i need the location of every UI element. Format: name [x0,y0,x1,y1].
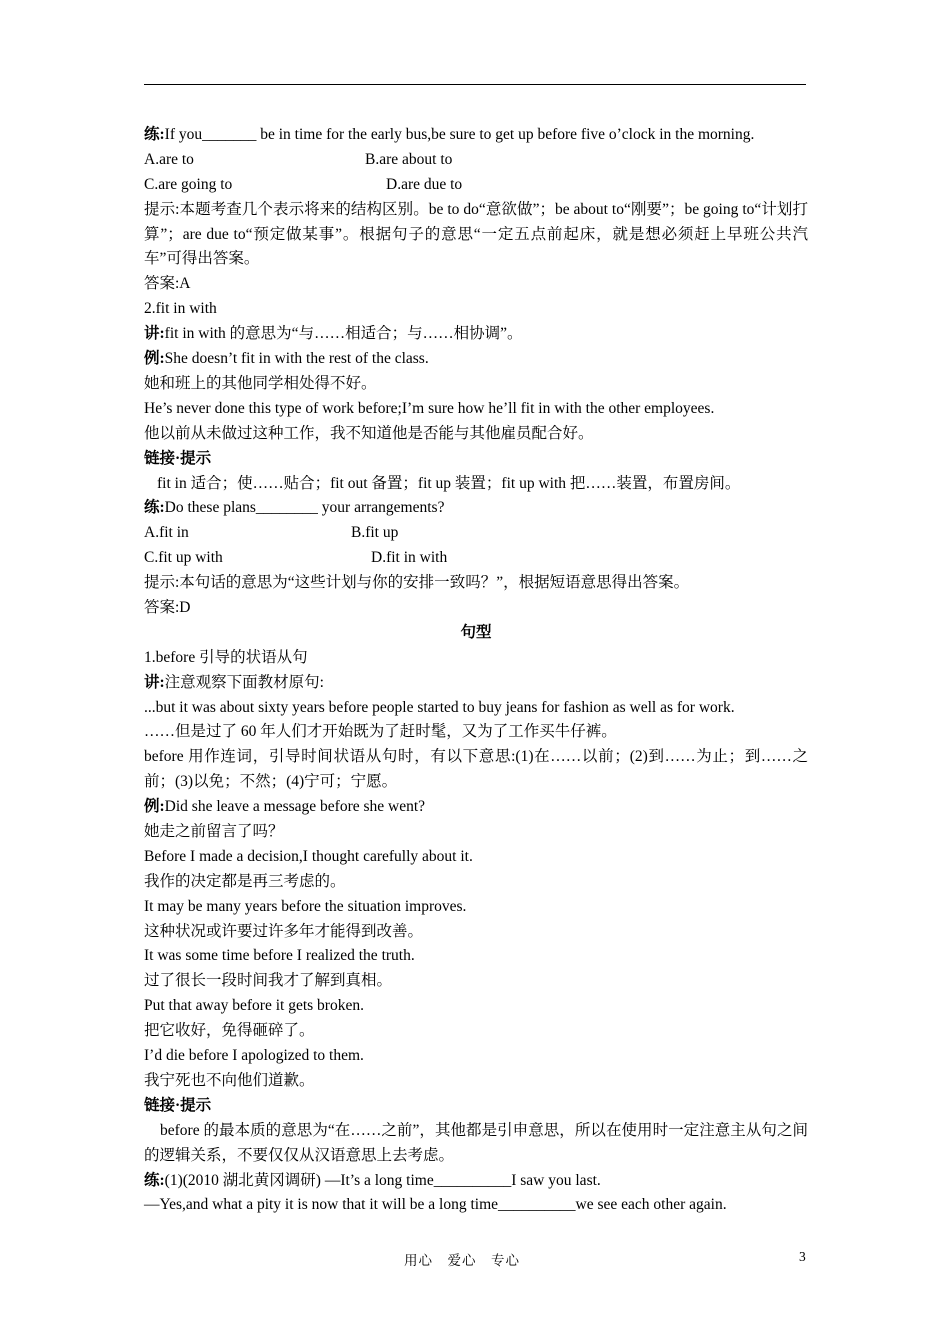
example-sentence: Put that away before it gets broken. [144,997,364,1015]
page-number: 3 [799,1249,806,1264]
explain-before: 讲:注意观察下面教材原句: [144,673,324,691]
textbook-sentence: ...but it was about sixty years before people started to buy jeans for fashion as well as for work. [144,698,735,716]
example-sentence: I’d die before I apologized to them. [144,1047,364,1065]
example-translation: 我作的决定都是再三考虑的。 [144,872,346,890]
explain-fit-in-with: 讲:fit in with 的意思为“与……相适合；与……相协调”。 [144,325,523,343]
example-translation: 过了很长一段时间我才了解到真相。 [144,972,393,990]
example-sentence: He’s never done this type of work before;I’m sure how he’ll fit in with the other employees. [144,399,715,417]
option-d: D.fit in with [371,549,448,567]
option-b: B.fit up [351,524,399,542]
example-translation: 她和班上的其他同学相处得不好。 [144,374,377,392]
example-translation: 他以前从未做过这种工作，我不知道他是否能与其他雇员配合好。 [144,424,594,442]
options-row-2 [144,173,808,198]
option-a: A.fit in [144,524,189,542]
example-sentence: It was some time before I realized the truth. [144,947,415,965]
options-row-1 [144,148,808,173]
practice-question-2: 练:Do these plans________ your arrangements? [144,499,445,517]
link-tip-heading: 链接·提示 [144,449,212,467]
header-rule [144,84,806,85]
hint-1: 提示:本题考查几个表示将来的结构区别。be to do“意欲做”；be about to“刚要”；be going to“计划打算”；are due to“预定做某事”。根据句子的意思“一定五点前起床，就是想必须赶上早班公共汽车”可得出答案。 [144,200,808,268]
link-tip-heading: 链接·提示 [144,1096,212,1114]
example-translation: 她走之前留言了吗？ [144,823,284,841]
section-title-fit-in-with: 2.fit in with [144,300,217,318]
link-tip-text: fit in 适合；使……贴合；fit out 备置；fit up 装置；fit up with 把……装置，布置房间。 [157,474,741,492]
section-title-before: 1.before 引导的状语从句 [144,648,308,666]
practice-question-3-line-2: —Yes,and what a pity it is now that it will be a long time__________we see each other again. [144,1196,727,1214]
section-heading-sentence-patterns: 句型 [460,623,492,641]
options-row-4 [144,546,808,571]
option-d: D.are due to [386,175,463,193]
answer-1: 答案:A [144,275,191,293]
example-translation: 这种状况或许要过许多年才能得到改善。 [144,922,424,940]
document-body [144,123,808,1218]
example-before: 例:Did she leave a message before she went? [144,798,426,816]
textbook-translation: ……但是过了 60 年人们才开始既为了赶时髦，又为了工作买牛仔裤。 [144,723,617,741]
option-b: B.are about to [365,150,453,168]
example-sentence: It may be many years before the situation improves. [144,897,467,915]
option-c: C.are going to [144,175,233,193]
answer-2: 答案:D [144,598,191,616]
practice-question-3: 练:(1)(2010 湖北黄冈调研) —It’s a long time__________I saw you last. [144,1171,601,1189]
practice-question-1: 练:If you_______ be in time for the early bus,be sure to get up before five o’clock in the morning. [144,126,755,143]
footer-motto: 用心 爱心 专心 [404,1253,520,1268]
option-a: A.are to [144,150,194,168]
hint-2: 提示:本句话的意思为“这些计划与你的安排一致吗？”，根据短语意思得出答案。 [144,574,690,592]
example-fit-in-with: 例:She doesn’t fit in with the rest of the class. [144,350,429,368]
example-translation: 我宁死也不向他们道歉。 [144,1071,315,1089]
option-c: C.fit up with [144,549,223,567]
link-tip-text: before 的最本质的意思为“在……之前”，其他都是引申意思，所以在使用时一定注意主从句之间的逻辑关系，不要仅仅从汉语意思上去考虑。 [144,1121,808,1164]
options-row-3 [144,521,808,546]
example-sentence: Before I made a decision,I thought carefully about it. [144,847,473,865]
usage-note: before 用作连词，引导时间状语从句时，有以下意思:(1)在……以前；(2)到……为止；到……之前；(3)以免；不然；(4)宁可；宁愿。 [144,748,808,791]
example-translation: 把它收好，免得砸碎了。 [144,1022,315,1040]
